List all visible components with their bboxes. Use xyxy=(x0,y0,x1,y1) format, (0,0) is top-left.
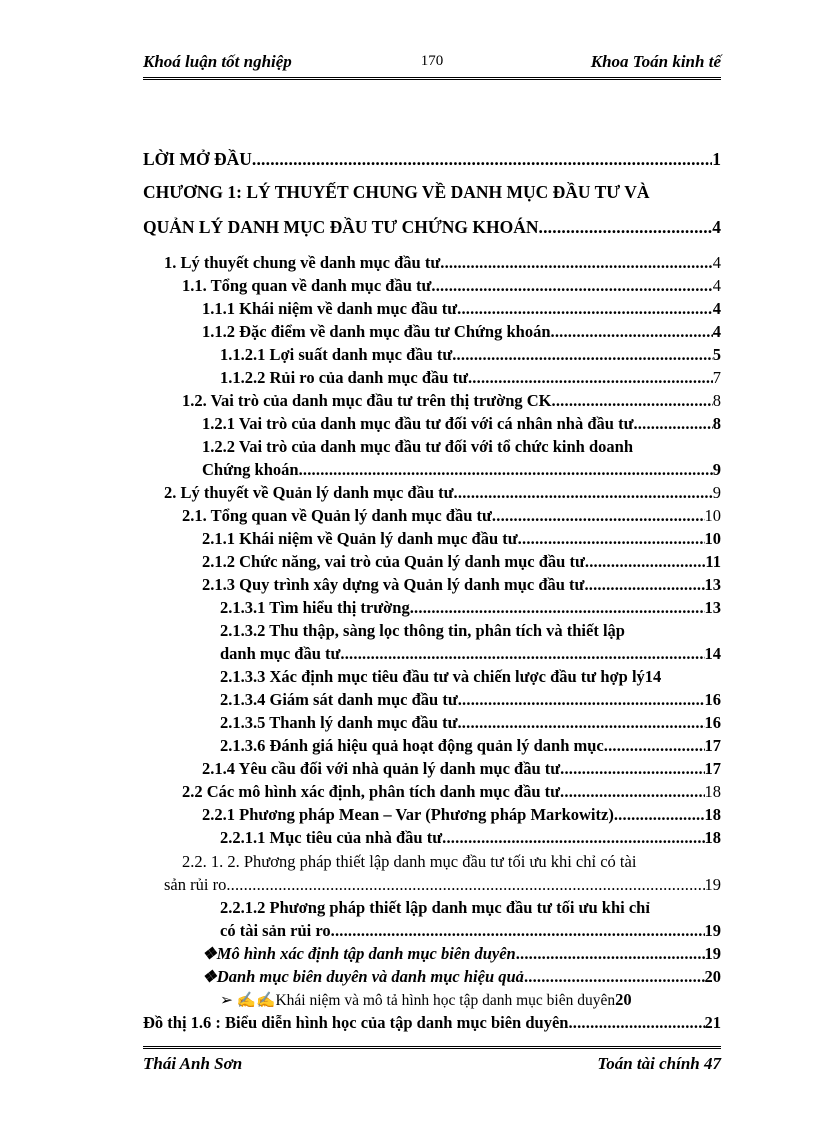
header-page-number: 170 xyxy=(420,53,444,69)
toc-entry[interactable] xyxy=(220,598,721,618)
toc-leader xyxy=(633,414,712,434)
toc-entry-text: Đồ thị 1.6 : Biểu diễn hình học của tập danh mục biên duyên xyxy=(143,1013,569,1032)
toc-page-number: 19 xyxy=(704,944,721,963)
toc-leader xyxy=(458,690,705,710)
toc-entry-text: 2.1.2 Chức năng, vai trò của Quản lý danh mục đầu tư xyxy=(202,552,585,571)
toc-entry[interactable] xyxy=(182,276,721,296)
header-left-text: Khoá luận tốt nghiệp xyxy=(143,52,292,71)
toc-page-number: 7 xyxy=(712,368,721,387)
toc-entry[interactable] xyxy=(220,644,721,664)
toc-page-number: 9 xyxy=(712,483,721,502)
toc-entry-text: ❖Mô hình xác định tập danh mục biên duyên xyxy=(202,944,516,963)
toc-entry-text: 2.1.1 Khái niệm về Quản lý danh mục đầu tư xyxy=(202,529,518,548)
toc-entry[interactable] xyxy=(220,713,721,733)
toc-page-number: 17 xyxy=(704,759,721,778)
toc-entry-text: 2. Lý thuyết về Quản lý danh mục đầu tư xyxy=(164,483,454,502)
toc-entry-text: 1.1.2.1 Lợi suất danh mục đầu tư xyxy=(220,345,453,364)
toc-page-number: 5 xyxy=(712,345,721,364)
toc-page-number: 4 xyxy=(712,322,721,341)
toc-page-number: 20 xyxy=(704,967,721,986)
toc-leader xyxy=(252,149,712,170)
toc-page-number: 10 xyxy=(704,529,721,548)
toc-page-number: 8 xyxy=(712,391,721,410)
toc-entry-text: 1.1.1 Khái niệm về danh mục đầu tư xyxy=(202,299,458,318)
toc-page-number: 18 xyxy=(704,828,721,847)
toc-leader xyxy=(331,921,705,941)
toc-page-number: 19 xyxy=(704,921,721,940)
toc-page-number: 14 xyxy=(704,644,721,663)
toc-leader xyxy=(568,1013,704,1033)
toc-leader xyxy=(560,782,704,802)
toc-entry[interactable] xyxy=(202,529,721,549)
toc-page-number: 18 xyxy=(704,782,721,801)
toc-entry-text: 2.1.3 Quy trình xây dựng và Quản lý danh mục đầu tư xyxy=(202,575,585,594)
toc-page-number: 17 xyxy=(704,736,721,755)
toc-leader xyxy=(226,875,704,895)
toc-page-number: 1 xyxy=(712,149,721,169)
toc-leader xyxy=(524,967,705,987)
toc-leader xyxy=(518,529,705,549)
toc-entry-text: 2.1.3.4 Giám sát danh mục đầu tư xyxy=(220,690,458,709)
toc-leader xyxy=(585,552,706,572)
toc-page-number: 19 xyxy=(704,875,721,894)
toc-leader xyxy=(299,460,713,480)
toc-leader xyxy=(431,276,712,296)
toc-entry-text: 2.2 Các mô hình xác định, phân tích danh mục đầu tư xyxy=(182,782,561,801)
toc-leader xyxy=(452,345,713,365)
toc-entry-text: có tài sản rủi ro xyxy=(220,921,331,940)
toc-entry[interactable]: 2.2. 1. 2. Phương pháp thiết lập danh mục đầu tư tối ưu khi chỉ có tài xyxy=(182,852,637,871)
toc-entry[interactable] xyxy=(202,322,721,342)
toc-page-number: 4 xyxy=(712,253,721,272)
toc-page-number: 13 xyxy=(704,575,721,594)
footer-rule xyxy=(143,1046,721,1049)
toc-entry-text: 1.2.1 Vai trò của danh mục đầu tư đối với cá nhân nhà đầu tư xyxy=(202,414,634,433)
toc-entry[interactable] xyxy=(202,552,721,572)
toc-entry-text: ❖Danh mục biên duyên và danh mục hiệu quả xyxy=(202,967,524,986)
toc-page-number: 18 xyxy=(704,805,721,824)
toc-entry[interactable]: CHƯƠNG 1: LÝ THUYẾT CHUNG VỀ DANH MỤC ĐẦU TƯ VÀ xyxy=(143,182,650,202)
toc-leader xyxy=(454,483,713,503)
toc-leader xyxy=(516,944,705,964)
toc-entry[interactable] xyxy=(220,828,721,848)
toc-page-number: 9 xyxy=(712,460,721,479)
header-right-text: Khoa Toán kinh tế xyxy=(590,52,721,71)
toc-page-number: 16 xyxy=(704,690,721,709)
toc-entry-text: 1.1.2.2 Rủi ro của danh mục đầu tư xyxy=(220,368,468,387)
toc-entry-text: 2.1.3.5 Thanh lý danh mục đầu tư xyxy=(220,713,458,732)
footer-right-text: Toán tài chính 47 xyxy=(597,1054,721,1073)
toc-entry[interactable] xyxy=(202,759,721,779)
toc-leader xyxy=(614,805,705,825)
toc-entry[interactable] xyxy=(202,967,721,987)
toc-page-number: 16 xyxy=(704,713,721,732)
toc-entry[interactable] xyxy=(164,253,721,273)
toc-entry[interactable] xyxy=(202,414,721,434)
toc-leader xyxy=(410,598,705,618)
toc-leader xyxy=(468,368,713,388)
toc-entry-text: sản rủi ro xyxy=(164,875,227,894)
toc-entry[interactable] xyxy=(143,217,721,238)
toc-leader xyxy=(457,299,713,319)
toc-leader xyxy=(584,575,704,595)
toc-entry[interactable] xyxy=(220,667,721,687)
toc-page-number: 4 xyxy=(712,299,721,318)
toc-entry[interactable] xyxy=(143,149,721,170)
toc-page-number: 13 xyxy=(704,598,721,617)
toc-entry[interactable] xyxy=(182,391,721,411)
toc-entry-text: ➢ ✍✍Khái niệm và mô tả hình học tập danh mục biên duyên xyxy=(220,992,616,1009)
toc-page-number: 10 xyxy=(704,506,721,525)
toc-entry[interactable]: 2.1.3.2 Thu thập, sàng lọc thông tin, phân tích và thiết lập xyxy=(220,621,625,640)
toc-entry[interactable] xyxy=(182,506,721,526)
toc-entry-text: 1. Lý thuyết chung về danh mục đầu tư xyxy=(164,253,441,272)
toc-entry[interactable] xyxy=(202,299,721,319)
toc-leader xyxy=(604,736,705,756)
toc-entry-text: 2.1.3.1 Tìm hiểu thị trường xyxy=(220,598,410,617)
footer-left-text: Thái Anh Sơn xyxy=(143,1054,243,1073)
toc-entry[interactable] xyxy=(202,460,721,480)
toc-page-number: 8 xyxy=(712,414,721,433)
toc-entry[interactable]: 2.2.1.2 Phương pháp thiết lập danh mục đầu tư tối ưu khi chỉ xyxy=(220,898,650,917)
toc-page-number: 4 xyxy=(712,276,721,295)
toc-entry[interactable] xyxy=(220,921,721,941)
toc-entry[interactable] xyxy=(164,875,721,895)
toc-entry-text: 2.1.3.3 Xác định mục tiêu đầu tư và chiến lược đầu tư hợp lý xyxy=(220,667,645,686)
toc-leader xyxy=(457,713,704,733)
toc-leader xyxy=(552,391,713,411)
toc-page-number: 14 xyxy=(644,667,662,686)
toc-entry[interactable] xyxy=(164,483,721,503)
page-footer xyxy=(143,1050,721,1074)
toc-leader xyxy=(560,759,704,779)
toc-entry[interactable] xyxy=(220,736,721,756)
toc-entry[interactable]: 1.2.2 Vai trò của danh mục đầu tư đối với tổ chức kinh doanh xyxy=(202,437,633,456)
toc-entry-text: Chứng khoán xyxy=(202,460,299,479)
toc-entry-text: 1.1.2 Đặc điểm về danh mục đầu tư Chứng khoán xyxy=(202,322,551,341)
toc-entry-text: QUẢN LÝ DANH MỤC ĐẦU TƯ CHỨNG KHOÁN xyxy=(143,217,539,237)
toc-entry-text: 2.2.1.1 Mục tiêu của nhà đầu tư xyxy=(220,828,443,847)
toc-entry-text: 1.1. Tổng quan về danh mục đầu tư xyxy=(182,276,432,295)
toc-entry[interactable] xyxy=(182,782,721,802)
toc-leader xyxy=(340,644,704,664)
toc-entry-text: 2.1.3.6 Đánh giá hiệu quả hoạt động quản lý danh mục xyxy=(220,736,604,755)
toc-entry-text: LỜI MỞ ĐẦU xyxy=(143,149,252,169)
toc-page-number: 11 xyxy=(705,552,721,571)
toc-entry[interactable] xyxy=(220,345,721,365)
toc-leader xyxy=(551,322,713,342)
toc-entry[interactable] xyxy=(220,990,737,1010)
toc-leader xyxy=(539,217,713,238)
toc-leader xyxy=(440,253,713,273)
toc-page-number: 21 xyxy=(704,1013,721,1032)
toc-entry[interactable] xyxy=(202,805,721,825)
toc-page-number: 4 xyxy=(712,217,721,237)
toc-entry-text: 2.1. Tổng quan về Quản lý danh mục đầu tư xyxy=(182,506,492,525)
toc-entry-text: 2.2.1 Phương pháp Mean – Var (Phương pháp Markowitz) xyxy=(202,805,614,824)
toc-entry-text: 2.1.4 Yêu cầu đối với nhà quản lý danh mục đầu tư xyxy=(202,759,561,778)
toc-entry[interactable] xyxy=(220,690,721,710)
toc-entry-text: 1.2. Vai trò của danh mục đầu tư trên thị trường CK xyxy=(182,391,552,410)
toc-leader xyxy=(492,506,705,526)
toc-entry[interactable] xyxy=(143,1013,721,1033)
toc-entry-text: danh mục đầu tư xyxy=(220,644,341,663)
toc-page-number: 20 xyxy=(615,990,632,1009)
toc-entry[interactable] xyxy=(220,368,721,388)
toc-leader xyxy=(442,828,704,848)
toc-entry[interactable] xyxy=(202,575,721,595)
toc-entry[interactable] xyxy=(202,944,721,964)
